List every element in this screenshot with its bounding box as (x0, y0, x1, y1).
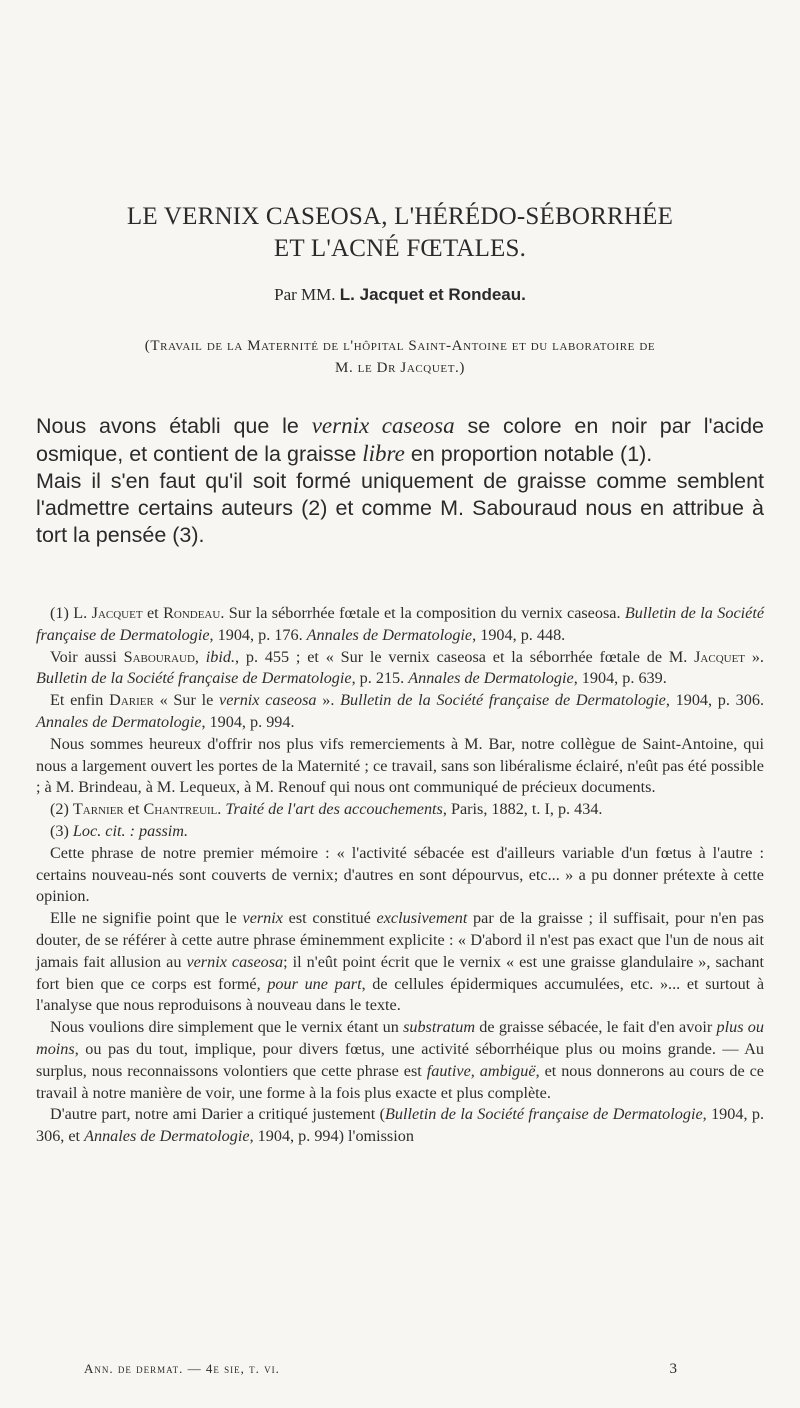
footnote-1: (1) L. Jacquet et Rondeau. Sur la séborrhée fœtale et la composition du vernix caseosa. Bulletin de la Société française de Dermatologie, 1904, p. 176. Annales de Dermatologie, 1904, p. 448. (36, 604, 765, 644)
article-title-line-2: ET L'ACNÉ FŒTALES. (273, 235, 527, 262)
institution-line-1: (Travail de la Maternité de l'hôpital Saint-Antoine et du laboratoire de (144, 338, 656, 354)
byline (0, 285, 800, 305)
paragraph: Nous avons établi que le vernix caseosa se colore en noir par l'acide osmique, et contient de la graisse libre en proportion notable (1). (36, 413, 764, 466)
footnote-paragraph: Nous voulions dire simplement que le vernix étant un substratum de graisse sébacée, le fait d'en avoir plus ou moins, ou pas du tout, implique, pour divers fœtus, une activité séborrhéique plus ou moins grande. — Au surplus, nous reconnaissons volontiers que cette phrase est fautive, ambiguë, et nous donnerons au cours de ce travail à notre manière de voir, une forme à la fois plus exacte et plus complète. (36, 1018, 764, 1102)
running-footer: Ann. de dermat. — 4e sie, t. vi. (84, 1361, 280, 1376)
byline-prefix: Par MM. (274, 285, 340, 304)
authors: L. Jacquet et Rondeau. (339, 285, 526, 304)
institution-line-2: M. le Dr Jacquet.) (335, 360, 465, 376)
main-text (36, 412, 764, 549)
footnote-paragraph: Elle ne signifie point que le vernix est constitué exclusivement par de la graisse ; il suffisait, pour n'en pas douter, de se référer à cette autre phrase éminemment explicite : « D'abord il n'est pas exact que l'un de nous ait jamais fait allusion au vernix caseosa; il n'eût point écrit que le vernix « est une graisse glandulaire », sachant fort bien que ce corps est formé, pour une part, de cellules épidermiques accumulées, etc. »... et surtout à l'analyse que nous reproduisons à nouveau dans le texte. (36, 909, 765, 1015)
footnote-paragraph: Nous sommes heureux d'offrir nos plus vifs remerciements à M. Bar, notre collègue de Saint-Antoine, qui nous a largement ouvert les portes de la Maternité ; ce travail, sans son libéralisme éclairé, n'eût pas été possible ; à M. Brindeau, à M. Lequeux, à M. Renouf qui nous ont communiqué de précieux documents. (36, 734, 764, 797)
footnote-3: (3) Loc. cit. : passim. (50, 821, 189, 840)
footnote-paragraph: Cette phrase de notre premier mémoire : « l'activité sébacée est d'ailleurs variable d'un fœtus à l'autre : certains nouveau-nés sont couverts de vernix; d'autres en sont dépourvus, etc... » a pu donner prétexte à cette opinion. (36, 843, 764, 906)
footnote-2: (2) Tarnier et Chantreuil. Traité de l'art des accouchements, Paris, 1882, t. I, p. 434. (50, 800, 603, 819)
article-title-line-1: LE VERNIX CASEOSA, L'HÉRÉDO-SÉBORRHÉE (126, 203, 674, 230)
footnotes (36, 603, 764, 1148)
page-number: 3 (669, 1361, 678, 1377)
paragraph: Mais il s'en faut qu'il soit formé uniquement de graisse comme semblent l'admettre certains auteurs (2) et comme M. Sabouraud nous en attribue à tort la pensée (3). (36, 469, 764, 547)
footnote-paragraph: Et enfin Darier « Sur le vernix caseosa ». Bulletin de la Société française de Dermatologie, 1904, p. 306. Annales de Dermatologie, 1904, p. 994. (36, 691, 764, 731)
footnote-paragraph: D'autre part, notre ami Darier a critiqué justement (Bulletin de la Société française de Dermatologie, 1904, p. 306, et Annales de Dermatologie, 1904, p. 994) l'omission (36, 1105, 765, 1146)
footnote-paragraph: Voir aussi Sabouraud, ibid., p. 455 ; et « Sur le vernix caseosa et la séborrhée fœtale de M. Jacquet ». Bulletin de la Société française de Dermatologie, p. 215. Annales de Dermatologie, 1904, p. 639. (36, 647, 764, 688)
